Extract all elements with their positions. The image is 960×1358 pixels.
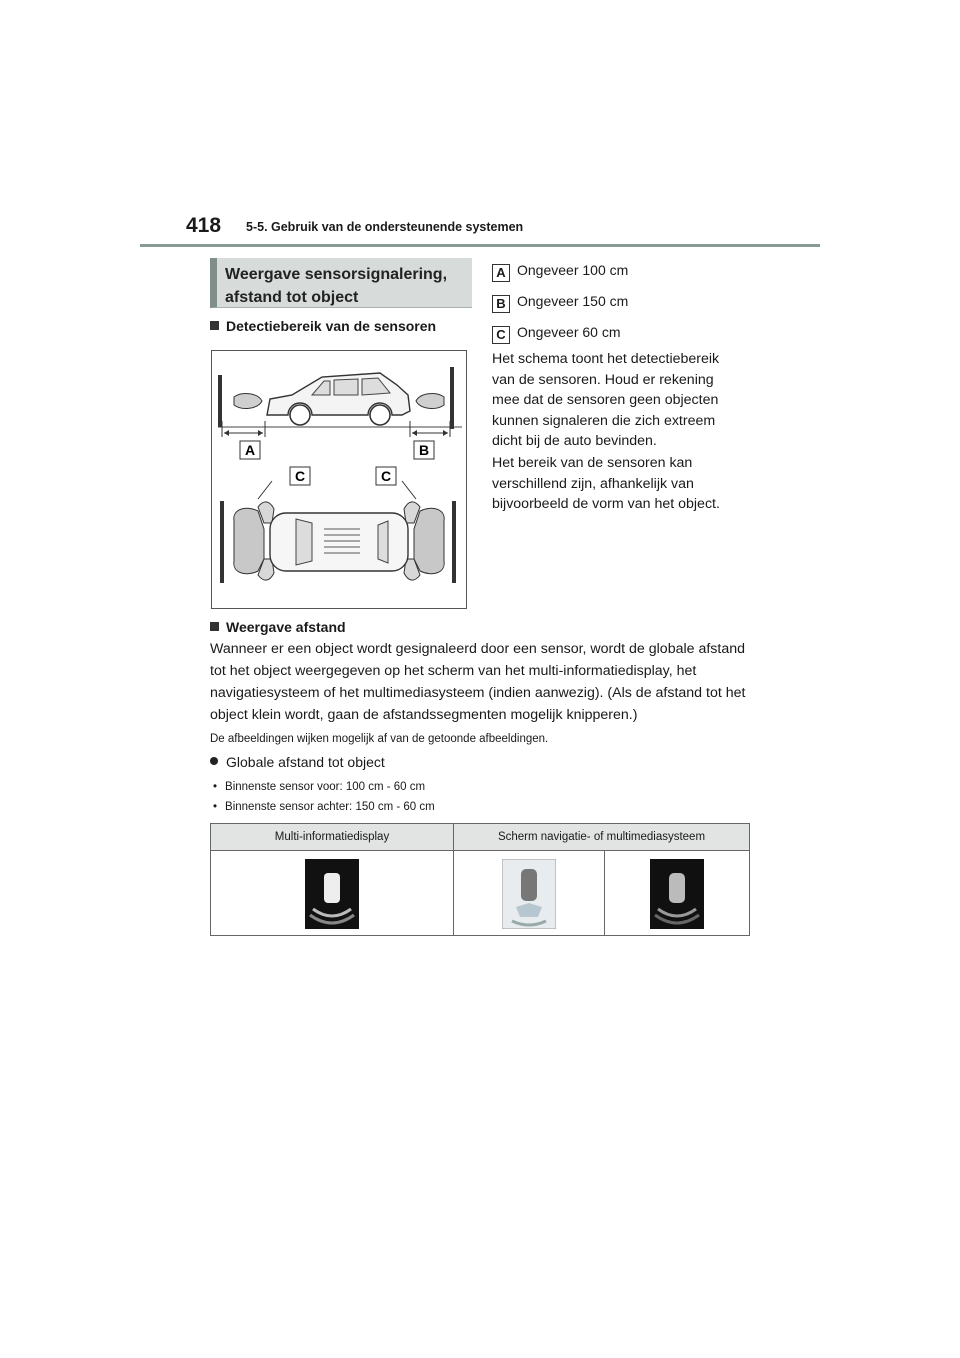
multi-info-display-image: [305, 859, 359, 929]
navigation-display-dark-image: [650, 859, 704, 929]
image-note: De afbeeldingen wijken mogelijk af van de getoonde afbeeldingen.: [210, 733, 549, 745]
label-c-right: C: [380, 468, 392, 484]
detection-paragraph-2: Het bereik van de sensoren kan verschillend zijn, afhankelijk van bijvoorbeeld de vorm van het object.: [492, 455, 720, 512]
col-header-navigation: Scherm navigatie- of multimediasysteem: [454, 824, 750, 851]
distance-heading: Weergave afstand: [210, 619, 346, 635]
detection-heading: Detectiebereik van de sensoren: [210, 318, 436, 334]
header-rule: [140, 244, 820, 247]
front-sensor-range-top: [234, 508, 264, 574]
detection-paragraph-1: Het schema toont het detectiebereik van de sensoren. Houd er rekening mee dat de sensoren geen objecten kunnen signaleren die zich extreem dicht bij de auto bevinden.: [492, 351, 720, 449]
sensor-range-diagram: [211, 350, 467, 609]
sub-bullet-front: • Binnenste sensor voor: 100 cm - 60 cm: [213, 781, 426, 793]
label-b: B: [418, 442, 430, 458]
front-wall: [218, 375, 222, 427]
col-header-multi-info: Multi-informatiedisplay: [211, 824, 454, 851]
multi-info-display-cell: [211, 851, 454, 936]
display-table: [210, 823, 750, 936]
front-sensor-range-side: [234, 394, 262, 409]
square-bullet-icon: [210, 321, 219, 330]
label-a: A: [244, 442, 256, 458]
page-number: 418: [186, 214, 222, 237]
sensor-diagram-svg: [212, 351, 466, 608]
legend-item-b: B Ongeveer 150 cm: [492, 293, 628, 313]
section-title-line2: afstand tot object: [225, 289, 359, 306]
rear-sensor-range-top: [414, 508, 444, 574]
sub-bullet-rear: • Binnenste sensor achter: 150 cm - 60 cm: [213, 801, 435, 813]
section-title-box: [210, 258, 472, 308]
bullet-global-distance: Globale afstand tot object: [210, 754, 385, 770]
section-title-line1: Weergave sensorsignalering,: [225, 266, 448, 283]
navigation-display-light-image: [502, 859, 556, 929]
square-bullet-icon: [210, 622, 219, 631]
distance-paragraph: Wanneer er een object wordt gesignaleerd door een sensor, wordt de globale afstand tot het object weergegeven op het scherm van het multi-informatiedisplay, het navigatiesysteem of het multimediasysteem (indien aanwezig). (Als de afstand tot het object klein wordt, gaan de afstandssegmenten mogelijk knipperen.): [210, 641, 746, 723]
bullet-dot-icon: [210, 757, 218, 765]
chapter-title: 5-5. Gebruik van de ondersteunende systemen: [246, 220, 524, 234]
legend-item-c: C Ongeveer 60 cm: [492, 324, 621, 344]
label-c-left: C: [294, 468, 306, 484]
rear-sensor-range-side: [416, 394, 444, 409]
navigation-display-cell-light: [454, 851, 605, 936]
front-wheel-icon: [290, 405, 310, 425]
rear-wheel-icon: [370, 405, 390, 425]
rear-wall: [450, 367, 454, 429]
legend-item-a: A Ongeveer 100 cm: [492, 262, 628, 282]
navigation-display-cell-dark: [605, 851, 750, 936]
